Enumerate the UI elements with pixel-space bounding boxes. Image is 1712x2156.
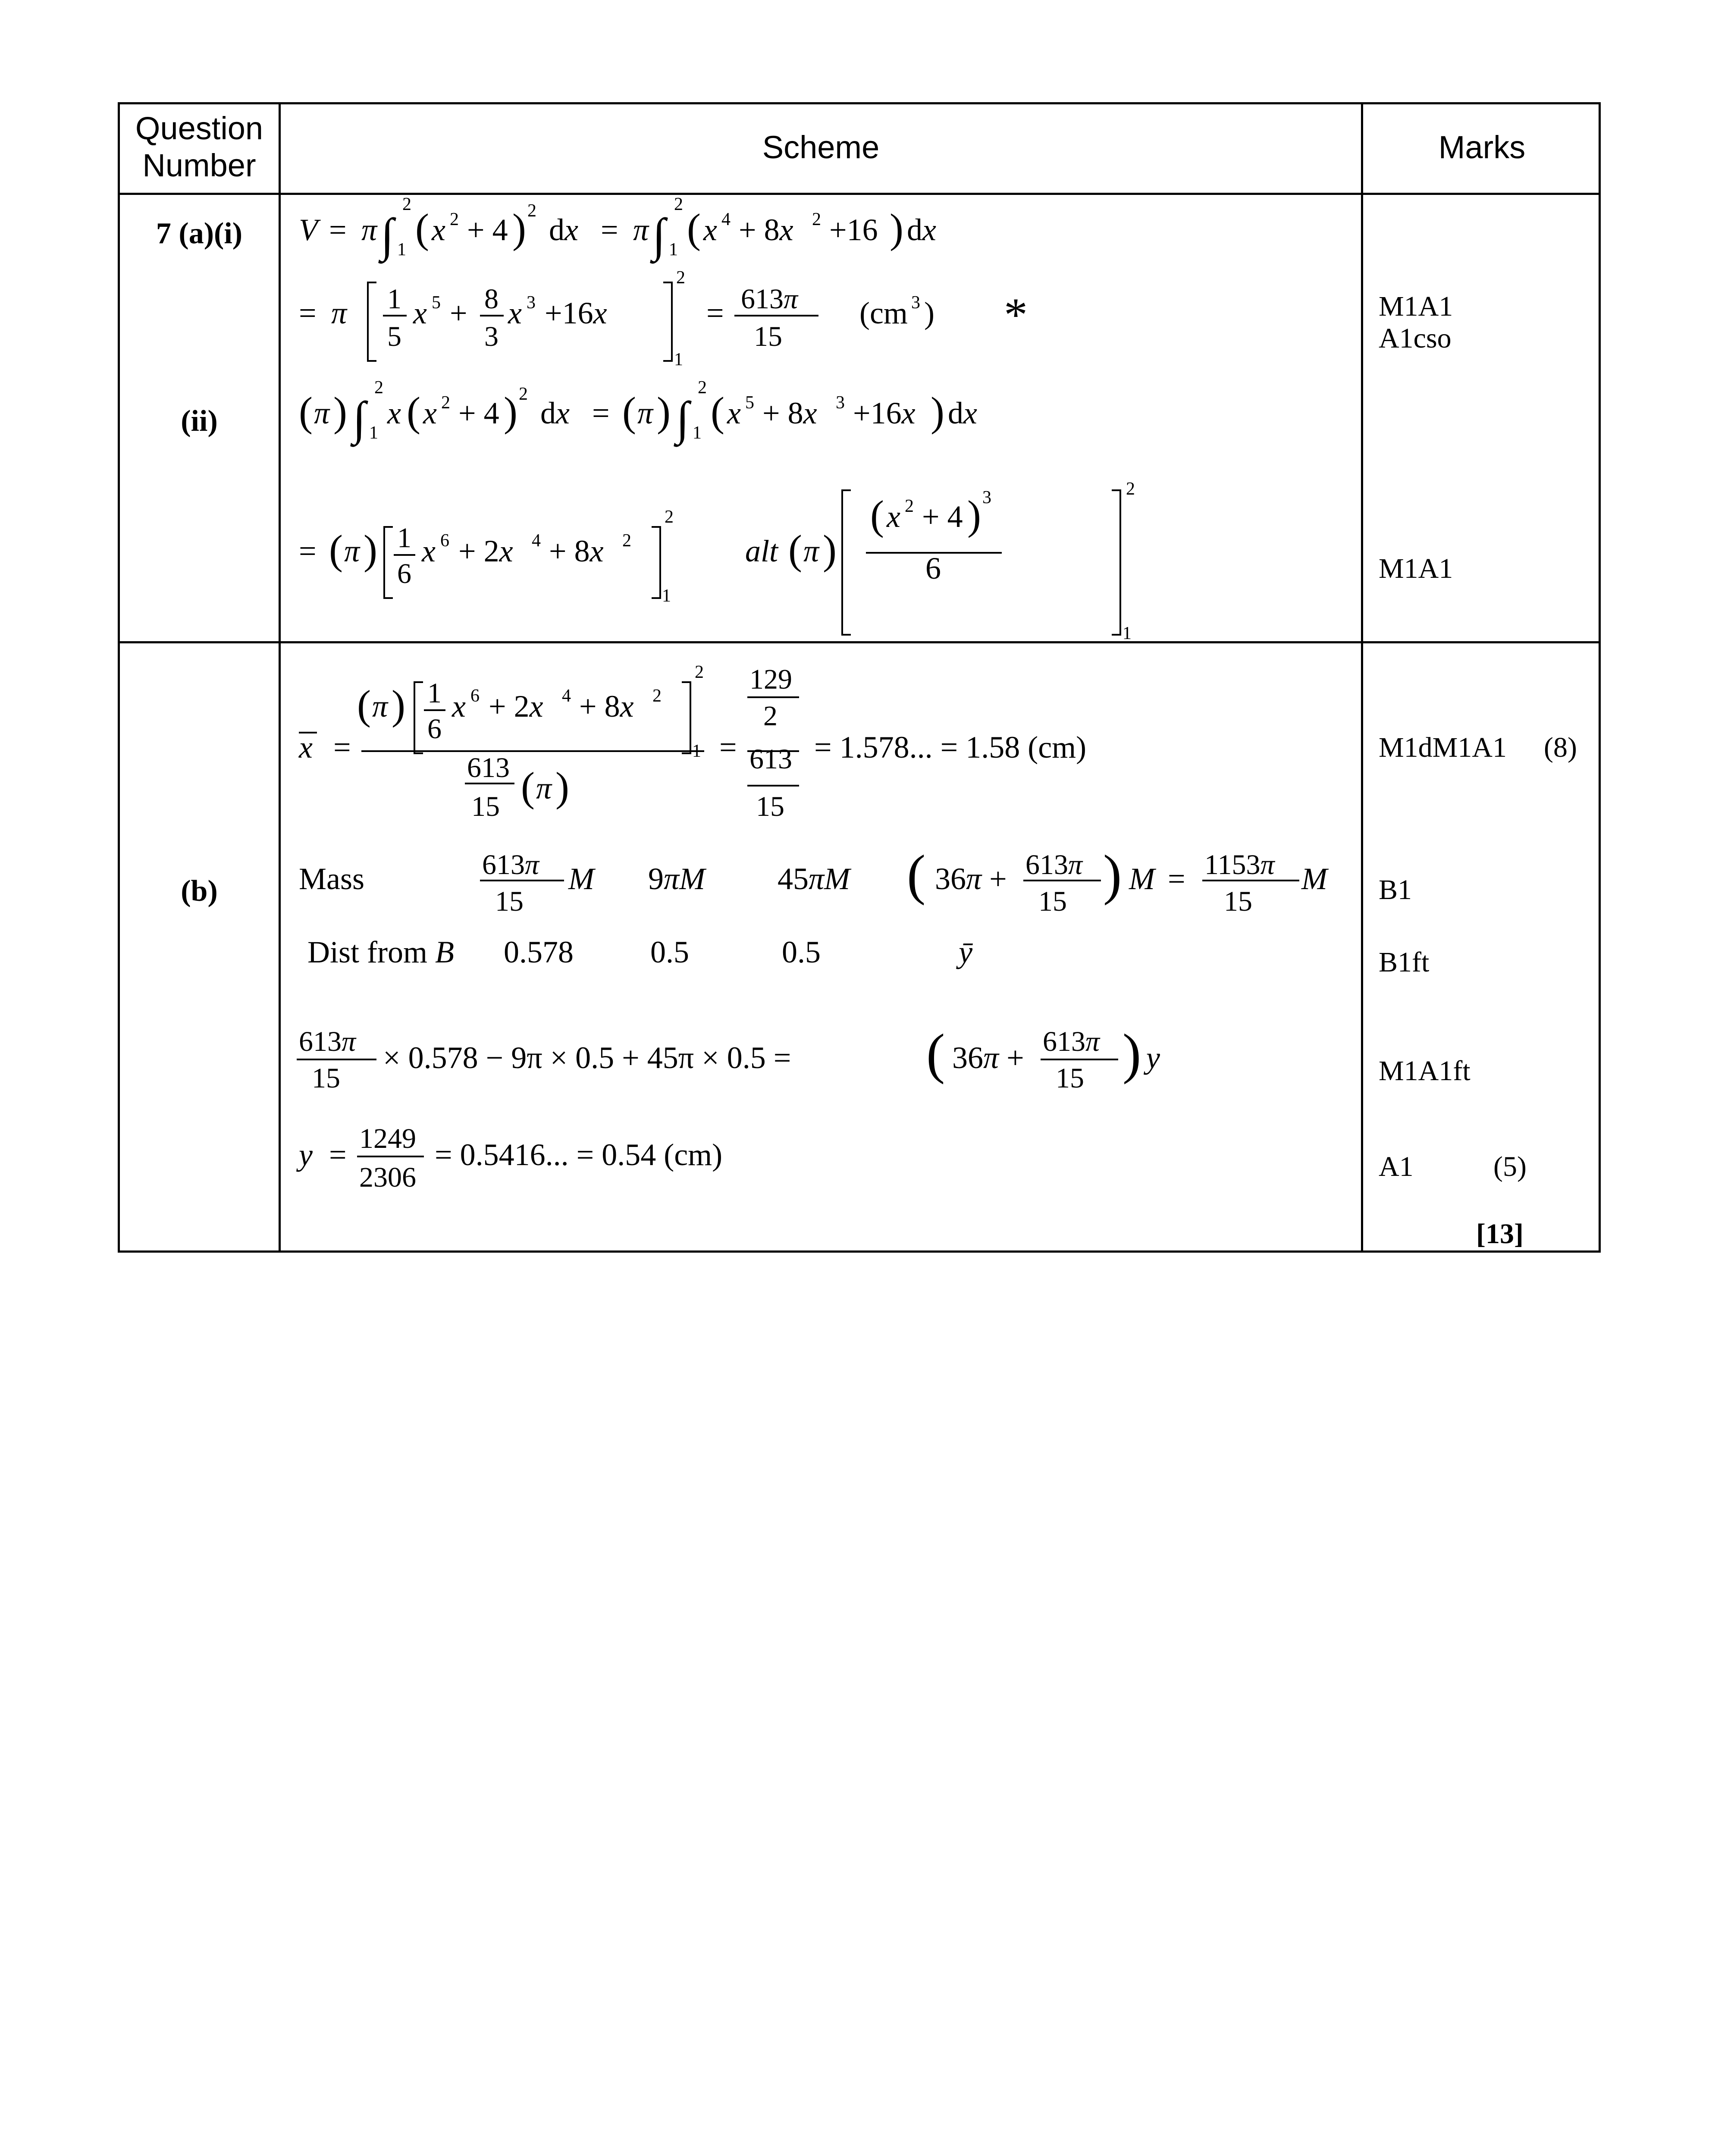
svg-text:∫: ∫ bbox=[353, 392, 366, 445]
svg-text:2: 2 bbox=[812, 210, 821, 229]
svg-text:+ 2x: + 2x bbox=[458, 534, 513, 568]
question-number-b: (b) bbox=[181, 874, 218, 908]
svg-text:2: 2 bbox=[519, 384, 528, 404]
svg-text:2: 2 bbox=[622, 531, 631, 551]
svg-text:∫: ∫ bbox=[381, 209, 394, 261]
a-ii-moment-integral bbox=[299, 378, 977, 447]
svg-text:V: V bbox=[299, 213, 318, 247]
svg-text:1: 1 bbox=[397, 240, 406, 260]
svg-text:x: x bbox=[432, 213, 445, 247]
a-ii-bracket-left bbox=[384, 527, 393, 598]
svg-text:(: ( bbox=[870, 492, 884, 538]
svg-text:1: 1 bbox=[693, 423, 702, 443]
alt-bracket-left bbox=[842, 490, 851, 635]
xbar-bracket-right bbox=[682, 682, 690, 753]
svg-text:y: y bbox=[299, 1138, 313, 1172]
moments-equation bbox=[299, 1023, 1160, 1094]
svg-text:+16: +16 bbox=[829, 213, 878, 247]
svg-text:*: * bbox=[1004, 288, 1028, 341]
svg-text:6: 6 bbox=[440, 531, 449, 551]
header-question-line1: Question bbox=[135, 110, 263, 146]
svg-text:6: 6 bbox=[397, 558, 411, 589]
alt-bracket-right bbox=[1112, 490, 1120, 635]
svg-text:1: 1 bbox=[427, 677, 442, 709]
marks-grand-total: [13] bbox=[1476, 1218, 1524, 1250]
a-i-volume-integral bbox=[299, 194, 936, 264]
dist-label: Dist from B bbox=[307, 935, 454, 969]
svg-text:=: = bbox=[719, 730, 737, 765]
a-ii-evaluation bbox=[299, 479, 1135, 643]
svg-text:=: = bbox=[601, 213, 618, 247]
svg-text:(: ( bbox=[299, 389, 313, 435]
svg-text:(: ( bbox=[907, 844, 926, 906]
dist-value-4: ȳ bbox=[959, 935, 972, 969]
svg-text:+ 2x: + 2x bbox=[489, 689, 543, 724]
svg-text:+ 8x: + 8x bbox=[762, 396, 817, 430]
svg-text:5: 5 bbox=[432, 293, 441, 313]
svg-text:15: 15 bbox=[756, 791, 784, 822]
svg-text:3: 3 bbox=[982, 488, 991, 508]
marks-moments: M1A1ft bbox=[1379, 1055, 1471, 1087]
svg-text:(: ( bbox=[687, 205, 701, 251]
svg-text:(: ( bbox=[415, 205, 429, 251]
svg-text:1: 1 bbox=[662, 586, 671, 606]
svg-text:M: M bbox=[568, 862, 594, 896]
header-marks: Marks bbox=[1438, 129, 1526, 165]
svg-text:): ) bbox=[392, 682, 405, 728]
svg-text:1153π: 1153π bbox=[1204, 849, 1275, 881]
svg-text:x: x bbox=[422, 534, 436, 568]
svg-text:π: π bbox=[637, 396, 653, 430]
svg-text:π: π bbox=[372, 689, 388, 724]
svg-text:2: 2 bbox=[527, 201, 536, 221]
svg-text:9πM: 9πM bbox=[648, 862, 705, 896]
dist-row bbox=[307, 935, 973, 969]
svg-text:x: x bbox=[413, 296, 427, 330]
svg-text:3: 3 bbox=[911, 293, 920, 313]
svg-text:(: ( bbox=[407, 389, 420, 435]
marks-a-i-1: M1A1 bbox=[1379, 291, 1453, 322]
svg-text:2: 2 bbox=[905, 496, 914, 516]
alt-label: alt bbox=[745, 534, 778, 568]
svg-text:2: 2 bbox=[665, 507, 674, 527]
xbar-calculation bbox=[298, 662, 1086, 822]
svg-text:15: 15 bbox=[754, 321, 782, 352]
svg-text:): ) bbox=[333, 389, 347, 435]
svg-text:36π +: 36π + bbox=[935, 862, 1007, 896]
svg-text:): ) bbox=[657, 389, 671, 435]
svg-text:3: 3 bbox=[836, 393, 845, 413]
svg-text:+ 8x: + 8x bbox=[739, 213, 793, 247]
mark-scheme-table bbox=[118, 102, 1601, 1253]
a-i-bracket-right bbox=[663, 282, 672, 361]
svg-text:(: ( bbox=[926, 1023, 945, 1085]
svg-text:2: 2 bbox=[676, 268, 685, 288]
svg-text:(: ( bbox=[622, 389, 636, 435]
svg-text:6: 6 bbox=[470, 686, 480, 706]
marks-ybar-total: (5) bbox=[1493, 1151, 1527, 1182]
svg-text:2: 2 bbox=[698, 378, 707, 398]
svg-text:π: π bbox=[314, 396, 330, 430]
svg-text:3: 3 bbox=[484, 321, 499, 352]
svg-text:1: 1 bbox=[397, 522, 411, 554]
svg-text:): ) bbox=[823, 526, 837, 573]
svg-text:=: = bbox=[706, 296, 724, 330]
svg-text:613π: 613π bbox=[1043, 1026, 1100, 1057]
svg-text:2: 2 bbox=[402, 194, 411, 214]
marks-a-ii: M1A1 bbox=[1379, 553, 1453, 584]
svg-text:+16x: +16x bbox=[853, 396, 916, 430]
svg-text:2: 2 bbox=[674, 194, 683, 214]
svg-text:=: = bbox=[329, 213, 347, 247]
svg-text:x: x bbox=[727, 396, 741, 430]
svg-text:π: π bbox=[536, 771, 552, 805]
svg-text:): ) bbox=[1123, 1023, 1141, 1085]
ybar-result-line bbox=[296, 1123, 722, 1193]
svg-text:π: π bbox=[803, 534, 819, 568]
svg-text:613π: 613π bbox=[299, 1026, 356, 1057]
svg-text:15: 15 bbox=[471, 791, 500, 822]
marks-dist: B1ft bbox=[1379, 946, 1430, 978]
svg-text:2: 2 bbox=[763, 700, 778, 732]
svg-text:(: ( bbox=[357, 682, 371, 728]
svg-text:2: 2 bbox=[652, 686, 662, 706]
svg-text:): ) bbox=[364, 526, 377, 573]
svg-text:+16x: +16x bbox=[545, 296, 607, 330]
svg-text:x: x bbox=[387, 396, 401, 430]
svg-text:π: π bbox=[344, 534, 360, 568]
svg-text:x: x bbox=[887, 499, 900, 534]
marks-a-i-2: A1cso bbox=[1379, 323, 1452, 354]
svg-text:5: 5 bbox=[387, 321, 401, 352]
svg-text:2: 2 bbox=[1126, 479, 1135, 499]
svg-text:): ) bbox=[1103, 844, 1122, 906]
marks-xbar-total: (8) bbox=[1544, 732, 1577, 763]
svg-text:dx: dx bbox=[540, 396, 570, 430]
svg-text:36π +: 36π + bbox=[952, 1040, 1024, 1075]
xbar-result: = 1.578... = 1.58 (cm) bbox=[814, 730, 1087, 765]
svg-text:=: = bbox=[299, 534, 317, 568]
xbar-bracket-left bbox=[414, 682, 423, 753]
svg-text:): ) bbox=[931, 389, 944, 435]
svg-text:6: 6 bbox=[925, 551, 941, 586]
svg-text:2: 2 bbox=[374, 378, 383, 398]
svg-text:1: 1 bbox=[387, 283, 401, 315]
svg-text:): ) bbox=[890, 205, 903, 251]
svg-text:dx: dx bbox=[549, 213, 578, 247]
svg-text:M: M bbox=[1301, 862, 1327, 896]
a-i-bracket-left bbox=[368, 282, 376, 361]
svg-text:+ 8x: + 8x bbox=[549, 534, 604, 568]
dist-value-3: 0.5 bbox=[782, 935, 821, 969]
svg-text:15: 15 bbox=[312, 1062, 340, 1094]
svg-text:+ 8x: + 8x bbox=[579, 689, 634, 724]
svg-text:613: 613 bbox=[467, 752, 510, 783]
svg-text:x: x bbox=[423, 396, 437, 430]
svg-text:2: 2 bbox=[441, 393, 450, 413]
svg-text:1249: 1249 bbox=[359, 1123, 416, 1154]
svg-text:+ 4: + 4 bbox=[467, 213, 508, 247]
svg-text:∫: ∫ bbox=[676, 392, 690, 445]
svg-text:15: 15 bbox=[1224, 886, 1252, 917]
marks-ybar: A1 bbox=[1379, 1151, 1414, 1182]
svg-text:+: + bbox=[450, 296, 467, 330]
svg-text:2: 2 bbox=[450, 210, 459, 229]
svg-text:∫: ∫ bbox=[652, 209, 666, 261]
svg-text:x: x bbox=[299, 730, 313, 765]
header-question-line2: Number bbox=[142, 147, 256, 183]
mass-row bbox=[299, 844, 1329, 917]
svg-text:1: 1 bbox=[692, 741, 701, 761]
svg-text:4: 4 bbox=[721, 210, 731, 229]
question-number-ii: (ii) bbox=[181, 404, 218, 438]
svg-text:2306: 2306 bbox=[359, 1162, 416, 1193]
dist-value-1: 0.578 bbox=[504, 935, 574, 969]
svg-text:=: = bbox=[299, 296, 317, 330]
svg-text:5: 5 bbox=[745, 393, 754, 413]
marks-mass: B1 bbox=[1379, 874, 1412, 906]
question-number-7ai: 7 (a)(i) bbox=[156, 217, 243, 250]
svg-text:): ) bbox=[504, 389, 517, 435]
svg-text:): ) bbox=[967, 492, 981, 538]
svg-text:15: 15 bbox=[1056, 1062, 1084, 1094]
ybar-result: = 0.5416... = 0.54 (cm) bbox=[435, 1138, 723, 1172]
svg-text:): ) bbox=[924, 296, 934, 330]
svg-text:dx: dx bbox=[948, 396, 977, 430]
svg-text:x: x bbox=[703, 213, 717, 247]
dist-value-2: 0.5 bbox=[650, 935, 689, 969]
marks-xbar: M1dM1A1 bbox=[1379, 732, 1507, 763]
svg-text:(: ( bbox=[788, 526, 802, 573]
moments-middle: × 0.578 − 9π × 0.5 + 45π × 0.5 = bbox=[383, 1040, 791, 1075]
svg-text:): ) bbox=[555, 764, 569, 810]
svg-text:15: 15 bbox=[1038, 886, 1067, 917]
svg-text:2: 2 bbox=[695, 662, 704, 682]
svg-text:+ 4: + 4 bbox=[922, 499, 963, 534]
mass-label: Mass bbox=[299, 862, 365, 896]
svg-text:+ 4: + 4 bbox=[458, 396, 499, 430]
svg-text:=: = bbox=[333, 730, 351, 765]
svg-text:4: 4 bbox=[562, 686, 571, 706]
svg-text:x: x bbox=[452, 689, 466, 724]
svg-text:x: x bbox=[508, 296, 522, 330]
svg-text:(cm: (cm bbox=[859, 296, 908, 330]
svg-text:(: ( bbox=[711, 389, 724, 435]
svg-text:=: = bbox=[329, 1138, 347, 1172]
svg-text:1: 1 bbox=[1123, 624, 1132, 643]
svg-text:π: π bbox=[331, 296, 347, 330]
header-scheme: Scheme bbox=[762, 129, 880, 165]
svg-text:613π: 613π bbox=[482, 849, 539, 881]
svg-text:4: 4 bbox=[532, 531, 541, 551]
svg-text:45πM: 45πM bbox=[778, 862, 850, 896]
svg-text:1: 1 bbox=[669, 240, 678, 260]
svg-text:15: 15 bbox=[495, 886, 524, 917]
svg-text:=: = bbox=[592, 396, 610, 430]
svg-text:1: 1 bbox=[369, 423, 378, 443]
svg-text:1: 1 bbox=[674, 350, 683, 370]
scheme-math bbox=[118, 102, 1601, 1253]
svg-text:π: π bbox=[633, 213, 649, 247]
svg-text:dx: dx bbox=[907, 213, 936, 247]
svg-text:6: 6 bbox=[427, 713, 442, 745]
svg-text:3: 3 bbox=[527, 293, 536, 313]
svg-text:(: ( bbox=[521, 764, 535, 810]
svg-text:129: 129 bbox=[749, 664, 792, 695]
svg-text:=: = bbox=[1168, 862, 1185, 896]
svg-text:): ) bbox=[512, 205, 526, 251]
svg-text:(: ( bbox=[329, 526, 343, 573]
svg-text:M: M bbox=[1129, 862, 1155, 896]
svg-text:8: 8 bbox=[484, 283, 499, 315]
svg-text:613π: 613π bbox=[741, 283, 798, 315]
a-ii-bracket-right bbox=[652, 527, 660, 598]
svg-text:613: 613 bbox=[749, 743, 792, 775]
svg-text:π: π bbox=[361, 213, 377, 247]
svg-text:y: y bbox=[1146, 1040, 1160, 1075]
svg-text:613π: 613π bbox=[1025, 849, 1083, 881]
